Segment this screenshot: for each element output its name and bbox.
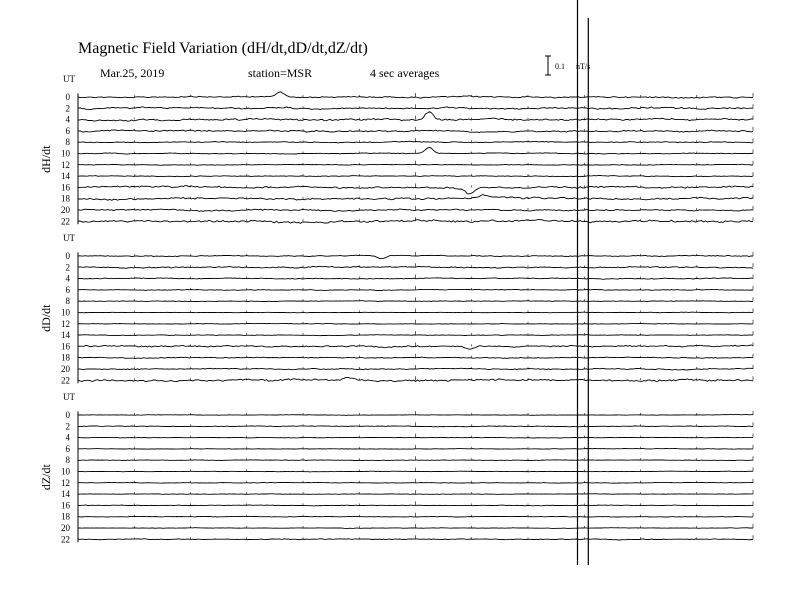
- date-label: Mar.25, 2019: [100, 66, 165, 80]
- trace-line: [78, 219, 753, 223]
- hour-tick-label: 14: [61, 330, 70, 341]
- ut-label: UT: [63, 74, 75, 84]
- trace-line: [78, 415, 753, 416]
- trace-line: [78, 471, 753, 472]
- markers-group: [578, 0, 589, 565]
- hour-tick-label: 16: [61, 341, 70, 352]
- hour-tick-label: 8: [65, 137, 70, 148]
- hour-tick-label: 2: [65, 421, 70, 432]
- hour-tick-label: 12: [61, 159, 70, 170]
- hour-tick-label: 2: [65, 262, 70, 273]
- trace-line: [78, 176, 753, 177]
- hour-tick-label: 14: [61, 489, 70, 500]
- hour-tick-label: 0: [65, 251, 70, 261]
- trace-line: [78, 130, 753, 133]
- hour-tick-label: 22: [61, 534, 70, 545]
- hour-tick-label: 20: [61, 364, 70, 374]
- hour-tick-label: 6: [65, 125, 70, 136]
- trace-line: [78, 437, 753, 438]
- trace-line: [78, 255, 753, 259]
- panel-axis-label: dZ/dt: [39, 464, 53, 491]
- hour-tick-label: 6: [65, 284, 70, 295]
- hour-tick-label: 6: [65, 443, 70, 454]
- scale-bar: [545, 56, 590, 75]
- hour-tick-label: 16: [61, 500, 70, 511]
- trace-line: [78, 460, 753, 461]
- panel-axis-label: dH/dt: [39, 145, 53, 173]
- hour-tick-label: 0: [65, 410, 70, 420]
- trace-line: [78, 449, 753, 450]
- trace-line: [78, 505, 753, 506]
- panels-group: [39, 74, 753, 544]
- panel-axis-label: dD/dt: [39, 304, 53, 332]
- hour-tick-label: 20: [61, 205, 70, 215]
- hour-tick-label: 2: [65, 103, 70, 114]
- trace-line: [78, 528, 753, 529]
- scale-value: 0.1: [555, 62, 565, 71]
- hour-tick-label: 4: [65, 432, 70, 443]
- hour-tick-label: 16: [61, 182, 70, 193]
- hour-tick-label: 18: [61, 352, 70, 363]
- hour-tick-label: 4: [65, 273, 70, 284]
- hour-tick-label: 12: [61, 477, 70, 488]
- ut-label: UT: [63, 233, 75, 243]
- trace-line: [78, 289, 753, 290]
- hour-tick-label: 8: [65, 455, 70, 466]
- panel-dddt: [39, 233, 753, 385]
- scale-unit: nT/s: [576, 62, 591, 71]
- trace-line: [78, 312, 753, 313]
- hour-tick-label: 10: [61, 466, 70, 477]
- chart-title: Magnetic Field Variation (dH/dt,dD/dt,dZ/dt): [78, 40, 368, 57]
- trace-line: [78, 368, 753, 370]
- trace-line: [78, 426, 753, 427]
- station-label: station=MSR: [248, 66, 313, 80]
- hour-tick-label: 20: [61, 523, 70, 533]
- panel-dzdt: [39, 392, 753, 544]
- trace-line: [78, 164, 753, 165]
- hour-tick-label: 12: [61, 318, 70, 329]
- hour-tick-label: 10: [61, 307, 70, 318]
- hour-tick-label: 18: [61, 193, 70, 204]
- hour-tick-label: 22: [61, 216, 70, 227]
- trace-line: [78, 335, 753, 336]
- panel-dhdt: [39, 74, 753, 226]
- trace-line: [78, 482, 753, 483]
- hour-tick-label: 14: [61, 171, 70, 182]
- averaging-label: 4 sec averages: [370, 66, 440, 80]
- trace-line: [78, 301, 753, 302]
- trace-line: [78, 539, 753, 540]
- hour-tick-label: 4: [65, 114, 70, 125]
- hour-tick-label: 18: [61, 511, 70, 522]
- hour-tick-label: 22: [61, 375, 70, 386]
- hour-tick-label: 0: [65, 92, 70, 102]
- hour-tick-label: 8: [65, 296, 70, 307]
- ut-label: UT: [63, 392, 75, 402]
- hour-tick-label: 10: [61, 148, 70, 159]
